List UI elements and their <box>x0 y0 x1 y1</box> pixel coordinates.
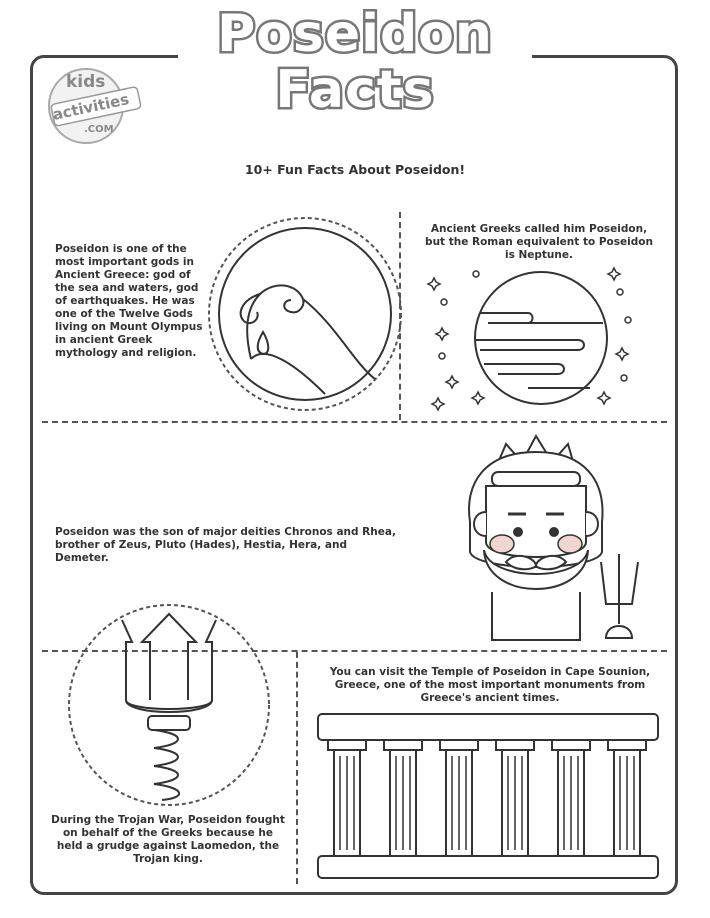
wave-icon <box>205 214 405 414</box>
fact-4: During the Trojan War, Poseidon fought on behalf of the Greeks because he held a grudge against Laomedon, the Trojan king. <box>51 814 285 865</box>
subtitle: 10+ Fun Facts About Poseidon! <box>244 162 466 177</box>
trident-icon <box>66 600 272 810</box>
neptune-planet-icon <box>428 268 638 413</box>
divider-row1 <box>42 421 667 423</box>
logo-text-activities: activities <box>50 90 131 124</box>
logo-text-kids: kids <box>66 72 106 92</box>
fact-3: Poseidon was the son of major deities Chronos and Rhea, brother of Zeus, Pluto (Hades), Hestia, Hera, and Demeter. <box>55 526 396 564</box>
divider-bottom-vertical <box>296 652 298 884</box>
logo-text-com: .COM <box>84 124 114 135</box>
fact-5: You can visit the Temple of Poseidon in Cape Sounion, Greece, one of the most important monuments from Greece's ancient times. <box>329 666 651 704</box>
temple-icon <box>316 712 662 882</box>
fact-1: Poseidon is one of the most important gods in Ancient Greece: god of the sea and waters, god of earthquakes. He was one of the Twelve Gods living on Mount Olympus in ancient Greek mythology and religion. <box>55 243 203 359</box>
kids-activities-logo <box>46 66 140 146</box>
fact-2: Ancient Greeks called him Poseidon, but the Roman equivalent to Poseidon is Neptune. <box>425 223 653 261</box>
title-line-1: Poseidon <box>217 4 493 64</box>
title-line-2: Facts <box>275 60 435 120</box>
poseidon-portrait-icon <box>456 432 661 644</box>
